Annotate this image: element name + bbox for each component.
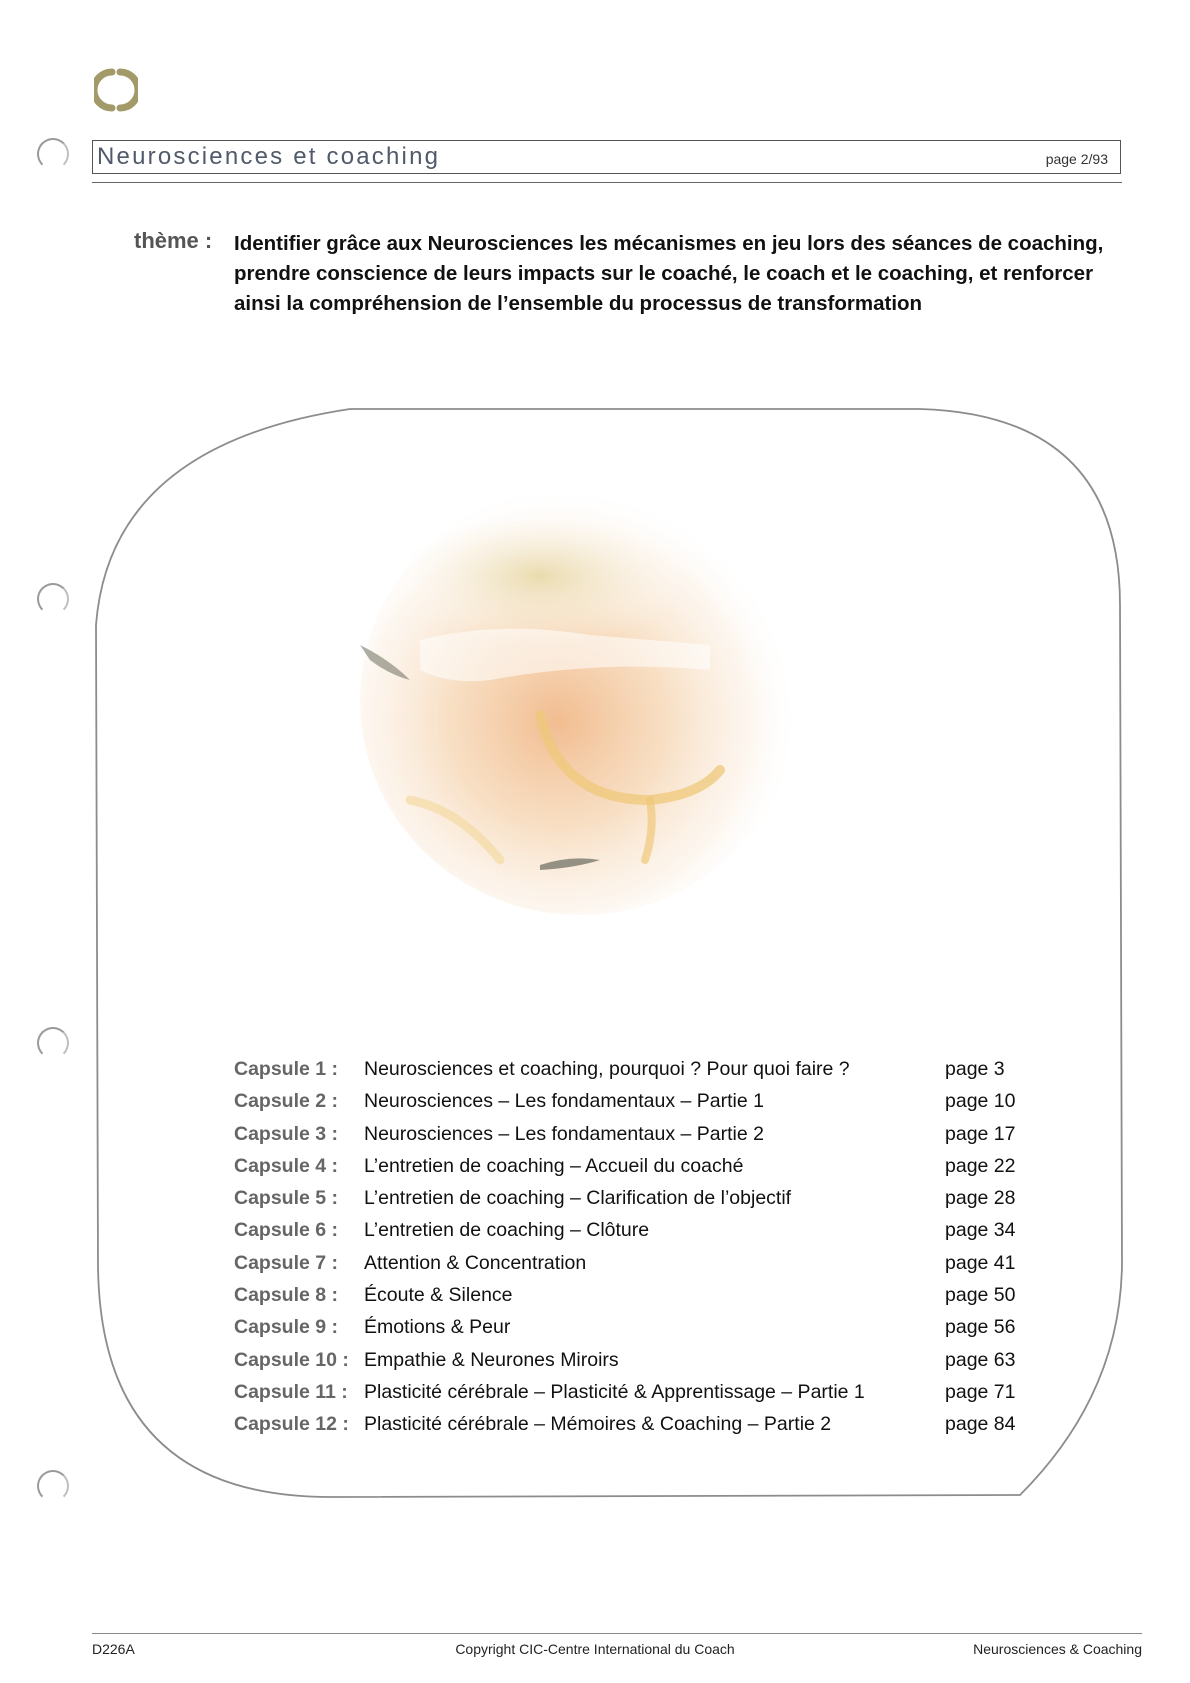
toc-title: Neurosciences et coaching, pourquoi ? Pour quoi faire ? (364, 1058, 850, 1080)
toc-label: Capsule 1 : (234, 1058, 339, 1080)
footer-title: Neurosciences & Coaching (973, 1641, 1142, 1657)
toc-label: Capsule 12 : (234, 1413, 349, 1436)
toc-page: page 34 (945, 1219, 1016, 1242)
footer-divider (92, 1633, 1142, 1634)
toc-title: Émotions & Peur (364, 1316, 511, 1339)
page-number: page 2/93 (1045, 151, 1108, 167)
globe-illustration (350, 470, 830, 930)
toc-label: Capsule 7 : (234, 1251, 339, 1274)
toc-row (234, 1284, 1034, 1316)
punch-hole-icon (37, 1470, 69, 1502)
toc-title: L’entretien de coaching – Clarification de l’objectif (364, 1187, 792, 1210)
brand-logo-icon (94, 68, 138, 112)
table-of-contents (234, 1058, 1034, 1446)
toc-row (234, 1252, 1034, 1284)
toc-row (234, 1316, 1034, 1348)
footer-copyright: Copyright CIC-Centre International du Coach (455, 1641, 735, 1657)
toc-label: Capsule 10 : (234, 1348, 349, 1371)
toc-page: page 10 (945, 1090, 1016, 1113)
toc-row (234, 1090, 1034, 1122)
toc-row (234, 1155, 1034, 1187)
toc-page: page 84 (945, 1413, 1016, 1436)
header-box (92, 140, 1121, 174)
toc-row (234, 1349, 1034, 1381)
toc-title: Attention & Concentration (364, 1251, 587, 1274)
toc-page: page 50 (945, 1284, 1016, 1307)
toc-page: page 41 (945, 1251, 1016, 1274)
toc-page: page 56 (945, 1316, 1016, 1339)
toc-page: page 22 (945, 1154, 1016, 1177)
punch-hole-icon (37, 138, 69, 170)
toc-title: L’entretien de coaching – Clôture (364, 1219, 650, 1242)
document-title: Neurosciences et coaching (97, 143, 441, 170)
toc-title: Écoute & Silence (364, 1284, 513, 1307)
toc-page: page 28 (945, 1187, 1016, 1210)
toc-title: L’entretien de coaching – Accueil du coaché (364, 1154, 744, 1177)
toc-label: Capsule 8 : (234, 1284, 339, 1307)
toc-title: Empathie & Neurones Miroirs (364, 1348, 619, 1371)
toc-label: Capsule 11 : (234, 1380, 348, 1403)
theme-text: Identifier grâce aux Neurosciences les mécanismes en jeu lors des séances de coaching, prendre conscience de leurs impacts sur le coaché, le coach et le coaching, et renforcer ainsi la compréhension de l’ensemble du processus de transformation (234, 232, 1104, 315)
footer-reference: D226A (92, 1641, 135, 1657)
toc-page: page 3 (945, 1058, 1005, 1080)
toc-page: page 17 (945, 1122, 1016, 1145)
toc-label: Capsule 5 : (234, 1187, 339, 1210)
toc-label: Capsule 9 : (234, 1316, 339, 1339)
theme-label: thème : (134, 228, 213, 253)
toc-row (234, 1123, 1034, 1155)
toc-row (234, 1058, 1034, 1090)
toc-label: Capsule 3 : (234, 1122, 339, 1145)
toc-label: Capsule 6 : (234, 1219, 339, 1242)
toc-row (234, 1187, 1034, 1219)
header-divider (92, 182, 1122, 183)
toc-label: Capsule 2 : (234, 1090, 339, 1113)
toc-title: Neurosciences – Les fondamentaux – Partie 2 (364, 1122, 764, 1145)
toc-row (234, 1413, 1034, 1445)
toc-page: page 63 (945, 1348, 1016, 1371)
toc-row (234, 1219, 1034, 1251)
toc-label: Capsule 4 : (234, 1154, 339, 1177)
toc-title: Plasticité cérébrale – Plasticité & Apprentissage – Partie 1 (364, 1380, 865, 1403)
toc-row (234, 1381, 1034, 1413)
punch-hole-icon (37, 583, 69, 615)
punch-hole-icon (37, 1027, 69, 1059)
toc-title: Neurosciences – Les fondamentaux – Partie 1 (364, 1090, 764, 1113)
toc-page: page 71 (945, 1380, 1016, 1403)
toc-title: Plasticité cérébrale – Mémoires & Coaching – Partie 2 (364, 1413, 832, 1436)
